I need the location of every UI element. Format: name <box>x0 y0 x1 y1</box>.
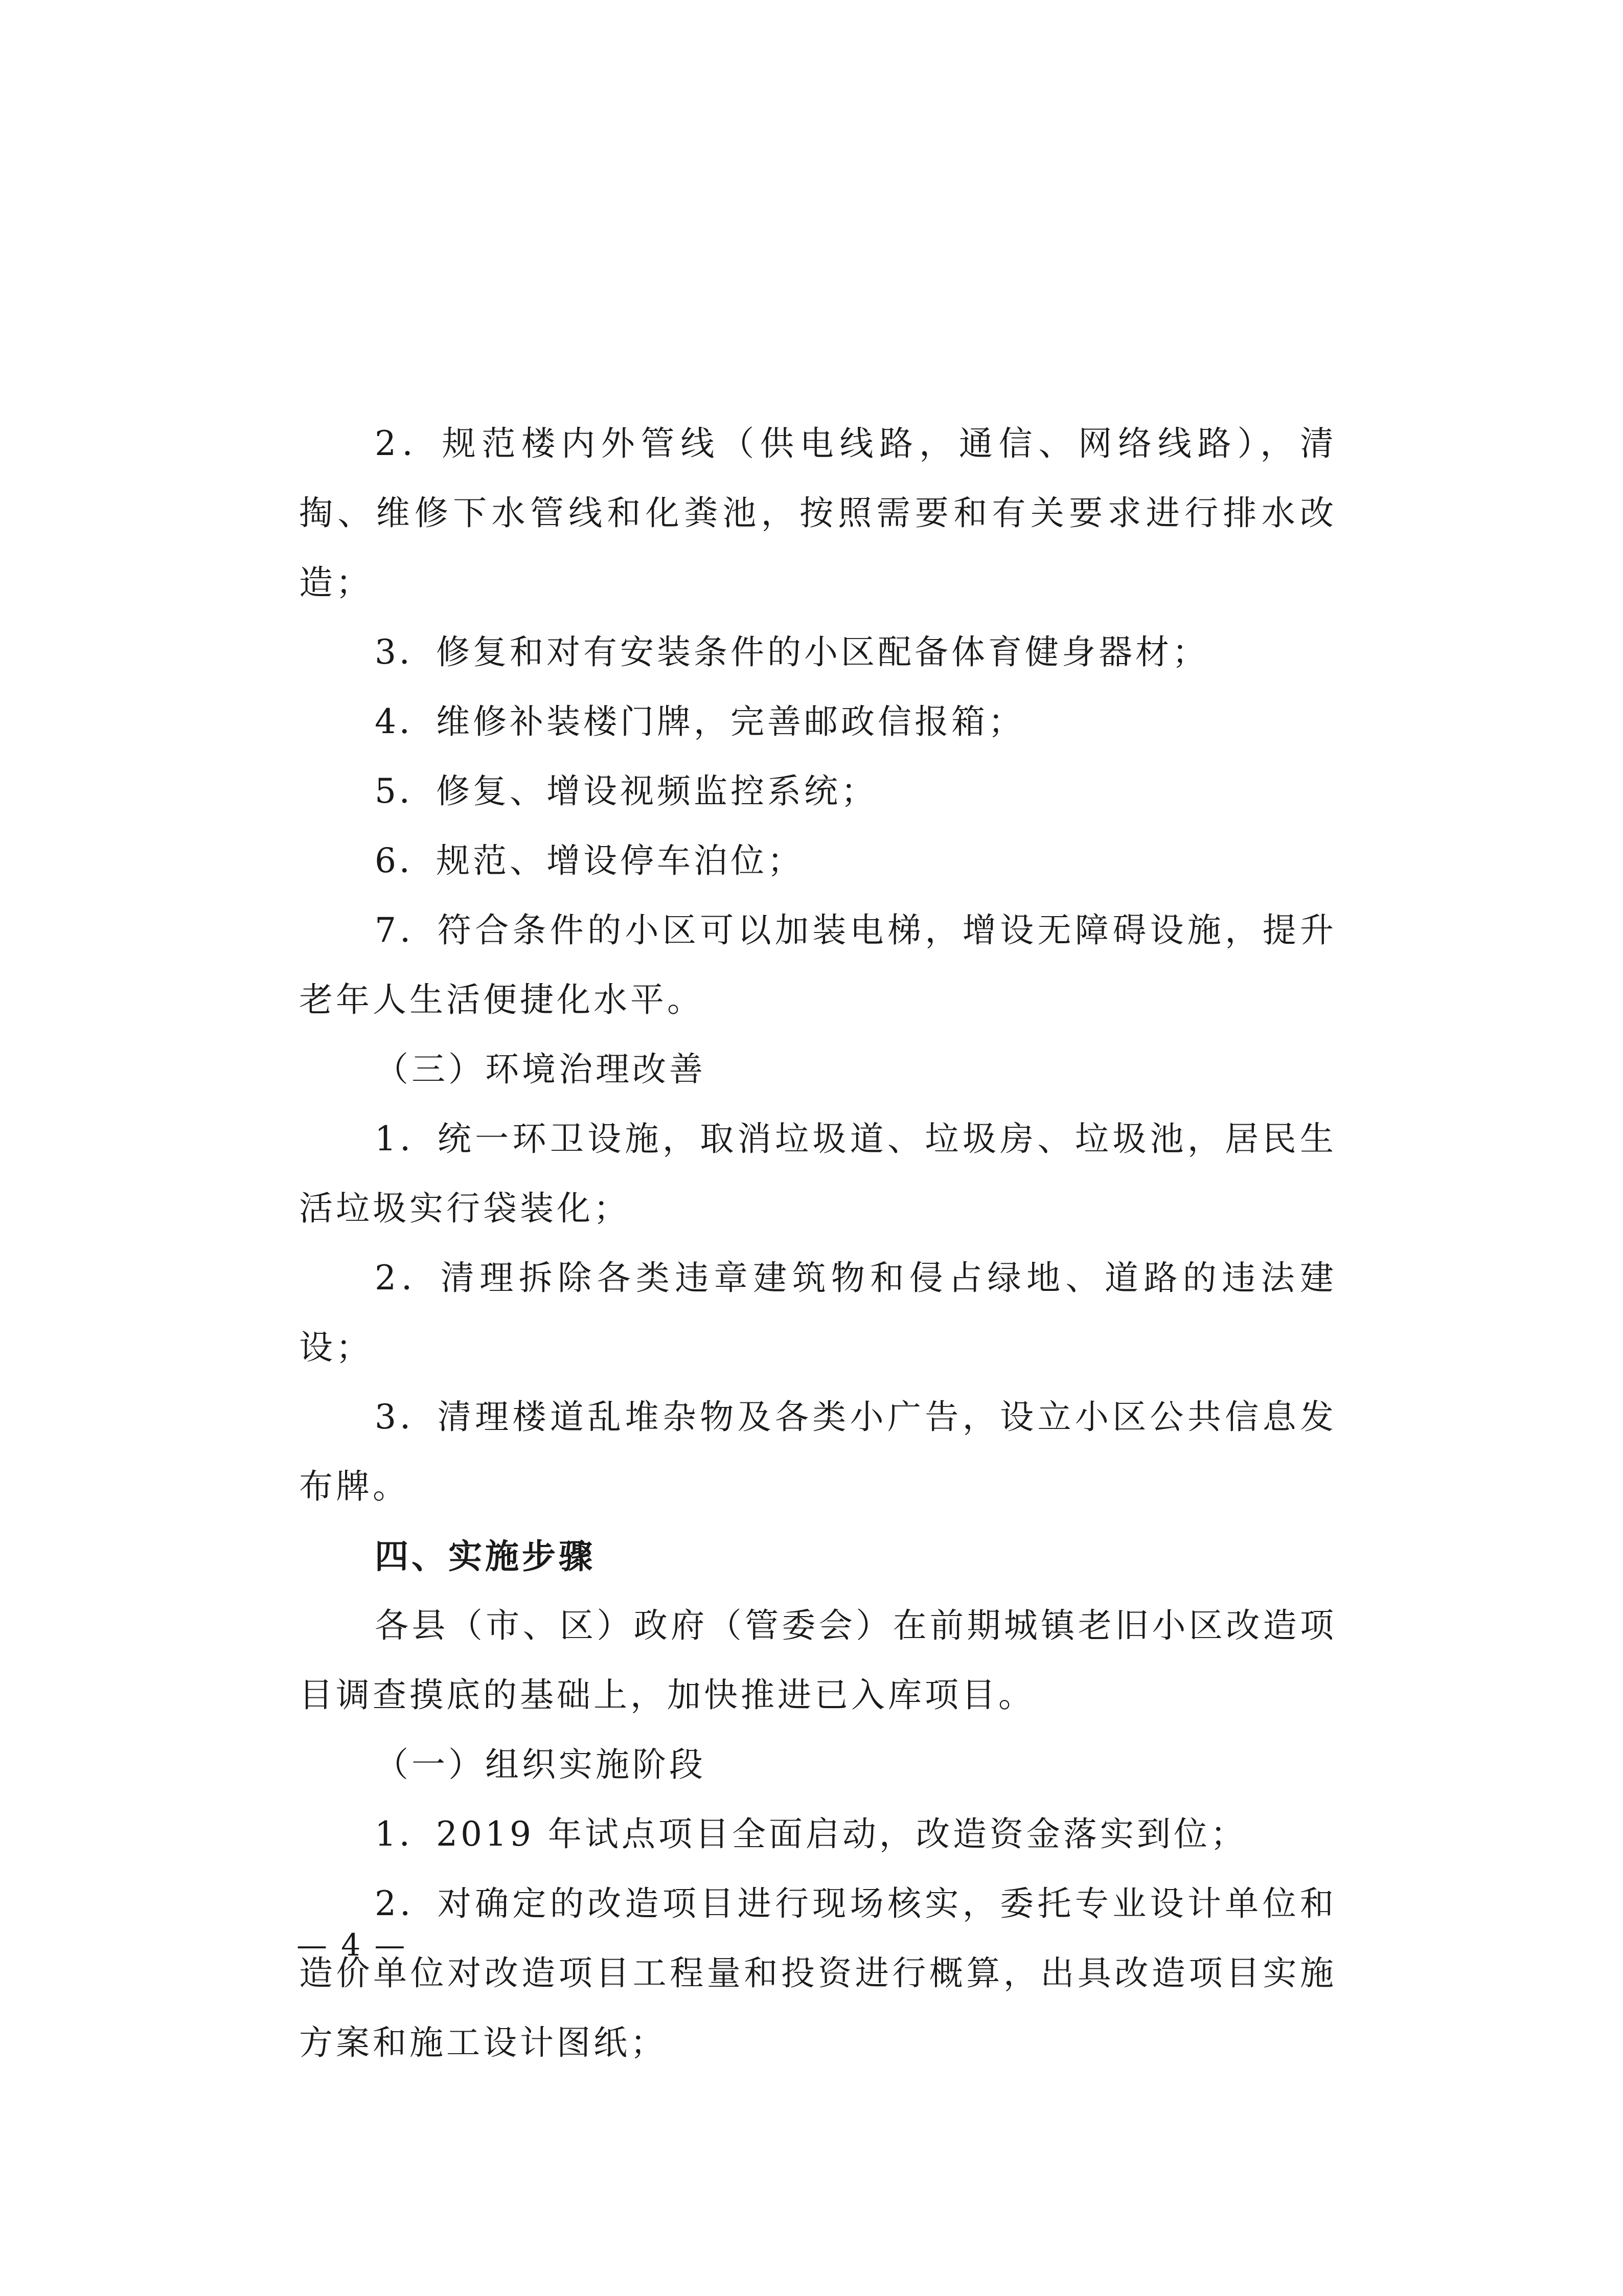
paragraph: 1．2019 年试点项目全面启动，改造资金落实到位； <box>375 1814 1247 1854</box>
paragraph: 5．修复、增设视频监控系统； <box>375 771 878 811</box>
paragraph: 2．规范楼内外管线（供电线路，通信、网络线路），清掏、维修下水管线和化粪池，按照需要和有关要求进行排水改造； <box>299 424 1337 602</box>
document-body <box>299 409 1337 2078</box>
page-number: — 4 — <box>296 1927 407 1963</box>
paragraph: 3．清理楼道乱堆杂物及各类小广告，设立小区公共信息发布牌。 <box>299 1397 1337 1506</box>
paragraph: 3．修复和对有安装条件的小区配备体育健身器材； <box>375 632 1209 672</box>
section-heading: 四、实施步骤 <box>375 1536 596 1576</box>
subsection-heading: （三）环境治理改善 <box>375 1050 706 1089</box>
paragraph: 7．符合条件的小区可以加装电梯，增设无障碍设施，提升老年人生活便捷化水平。 <box>299 911 1337 1019</box>
paragraph: 4．维修补装楼门牌，完善邮政信报箱； <box>375 702 1025 741</box>
paragraph: 2．清理拆除各类违章建筑物和侵占绿地、道路的违法建设； <box>299 1258 1337 1367</box>
paragraph: 6．规范、增设停车泊位； <box>375 841 804 880</box>
paragraph: 1．统一环卫设施，取消垃圾道、垃圾房、垃圾池，居民生活垃圾实行袋装化； <box>299 1119 1337 1228</box>
paragraph: 2．对确定的改造项目进行现场核实，委托专业设计单位和造价单位对改造项目工程量和投资进行概算，出具改造项目实施方案和施工设计图纸； <box>299 1884 1337 2062</box>
paragraph: 各县（市、区）政府（管委会）在前期城镇老旧小区改造项目调查摸底的基础上，加快推进已入库项目。 <box>299 1606 1337 1715</box>
subsection-heading: （一）组织实施阶段 <box>375 1745 706 1784</box>
